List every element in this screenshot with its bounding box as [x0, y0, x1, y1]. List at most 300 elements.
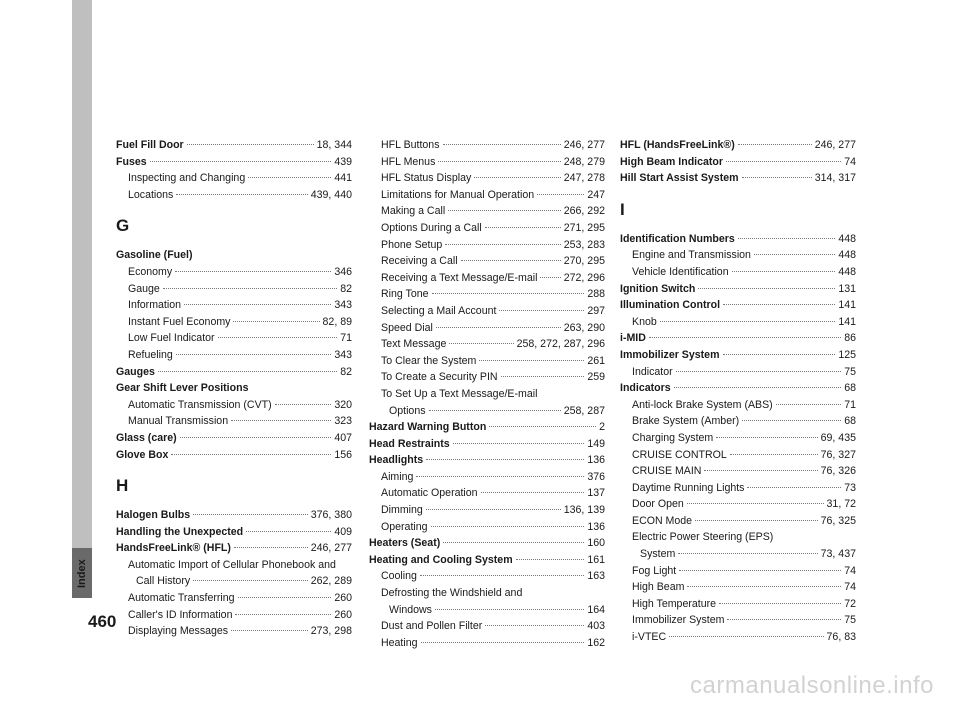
dot-leader [184, 304, 331, 305]
entry-page-ref[interactable]: 76, 325 [820, 514, 856, 527]
entry-page-ref[interactable]: 149 [587, 437, 605, 450]
dot-leader [234, 547, 308, 548]
index-entry[interactable] [116, 540, 352, 557]
index-subentry[interactable] [369, 286, 605, 303]
index-subentry[interactable] [369, 170, 605, 187]
entry-term: Automatic Operation [381, 487, 478, 500]
entry-term: Head Restraints [369, 437, 450, 450]
index-subentry[interactable] [369, 635, 605, 652]
dot-leader [426, 509, 561, 510]
dot-leader [723, 304, 835, 305]
index-entry[interactable] [116, 154, 352, 171]
index-subentry[interactable] [620, 413, 856, 430]
index-tab-label: Index [76, 559, 88, 588]
dot-leader [231, 420, 331, 421]
dot-leader [171, 454, 331, 455]
entry-term: Halogen Bulbs [116, 509, 191, 522]
entry-term: High Temperature [632, 597, 717, 610]
index-entry[interactable] [116, 430, 352, 447]
dot-leader [421, 642, 585, 643]
entry-page-ref[interactable]: 266, 292 [563, 205, 605, 218]
index-subentry[interactable] [620, 563, 856, 580]
index-column-2 [369, 137, 605, 651]
entry-term: HFL (HandsFreeLink®) [620, 139, 735, 151]
index-side-tab [72, 0, 92, 598]
index-subentry[interactable] [369, 353, 605, 370]
entry-term: Glove Box [116, 448, 169, 461]
dot-leader [443, 144, 561, 145]
index-subentry[interactable] [620, 463, 856, 480]
dot-leader [163, 288, 337, 289]
dot-leader [248, 177, 331, 178]
entry-page-ref[interactable]: 31, 72 [826, 498, 856, 511]
entry-page-ref[interactable]: 136 [587, 520, 605, 533]
index-subentry[interactable] [620, 496, 856, 513]
index-entry[interactable] [369, 452, 605, 469]
index-subentry[interactable] [369, 237, 605, 254]
index-subentry[interactable] [620, 364, 856, 381]
entry-term: Cooling [381, 570, 417, 583]
entry-page-ref[interactable]: 258, 272, 287, 296 [516, 338, 605, 351]
dot-leader [516, 559, 585, 560]
entry-page-ref[interactable]: 263, 290 [563, 321, 605, 334]
section-letter: H [116, 476, 129, 496]
index-column-3 [620, 137, 856, 646]
dot-leader [449, 343, 513, 344]
entry-term: Indicators [620, 382, 671, 395]
entry-term: Automatic Transferring [128, 592, 235, 605]
dot-leader [674, 387, 842, 388]
dot-leader [704, 470, 817, 471]
index-subentry[interactable] [620, 612, 856, 629]
dot-leader [678, 553, 817, 554]
entry-term: i-MID [620, 332, 646, 345]
entry-page-ref[interactable]: 71 [844, 398, 856, 411]
index-subentry[interactable] [369, 568, 605, 585]
entry-term: Instant Fuel Economy [128, 315, 231, 328]
entry-term: Locations [128, 188, 174, 201]
entry-term: Manual Transmission [128, 415, 229, 428]
entry-page-ref[interactable]: 248, 279 [563, 155, 605, 168]
dot-leader [180, 437, 332, 438]
entry-page-ref[interactable]: 439, 440 [310, 188, 352, 201]
index-subentry[interactable] [369, 336, 605, 353]
index-entry[interactable] [620, 380, 856, 397]
dot-leader [501, 376, 585, 377]
index-subentry-line: To Set Up a Text Message/E-mail [381, 387, 538, 400]
dot-leader [443, 542, 584, 543]
entry-page-ref[interactable]: 72 [844, 597, 856, 610]
index-entry[interactable] [116, 507, 352, 524]
index-subentry[interactable] [369, 602, 605, 619]
dot-leader [275, 404, 332, 405]
entry-page-ref[interactable]: 246, 277 [814, 139, 856, 151]
dot-leader [436, 327, 561, 328]
index-subentry[interactable] [116, 187, 352, 204]
entry-page-ref[interactable]: 68 [844, 415, 856, 428]
dot-leader [747, 487, 841, 488]
entry-page-ref[interactable]: 270, 295 [563, 255, 605, 268]
index-entry[interactable] [369, 535, 605, 552]
entry-page-ref[interactable]: 259 [587, 371, 605, 384]
index-subentry[interactable] [369, 369, 605, 386]
entry-term: Dust and Pollen Filter [381, 620, 483, 633]
index-subentry[interactable] [620, 430, 856, 447]
entry-term: Options During a Call [381, 221, 482, 234]
entry-term: Immobilizer System [632, 614, 725, 627]
entry-page-ref[interactable]: 403 [587, 620, 605, 633]
index-subentry[interactable] [116, 397, 352, 414]
index-entry[interactable] [620, 297, 856, 314]
index-entry[interactable] [620, 154, 856, 171]
entry-page-ref[interactable]: 439 [334, 155, 352, 168]
entry-term: Brake System (Amber) [632, 415, 740, 428]
entry-page-ref[interactable]: 260 [334, 608, 352, 621]
entry-term: System [640, 548, 676, 561]
index-subentry[interactable] [620, 596, 856, 613]
entry-page-ref[interactable]: 314, 317 [814, 172, 856, 185]
watermark[interactable]: carmanualsonline.info [690, 672, 934, 699]
index-subentry[interactable] [116, 413, 352, 430]
index-subentry[interactable] [620, 480, 856, 497]
entry-term: Engine and Transmission [632, 249, 751, 262]
entry-term: Heating [381, 636, 418, 649]
dot-leader [738, 144, 812, 145]
index-entry[interactable] [116, 524, 352, 541]
index-subentry[interactable] [369, 320, 605, 337]
entry-term: Receiving a Text Message/E-mail [381, 271, 538, 284]
index-subentry[interactable] [369, 469, 605, 486]
entry-term: i-VTEC [632, 631, 667, 644]
index-subentry[interactable] [369, 137, 605, 154]
entry-term: Low Fuel Indicator [128, 332, 215, 345]
entry-term: Dimming [381, 504, 423, 517]
entry-page-ref[interactable]: 246, 277 [563, 139, 605, 151]
dot-leader [435, 609, 584, 610]
index-subentry[interactable] [116, 347, 352, 364]
index-entry[interactable] [620, 137, 856, 154]
entry-page-ref[interactable]: 82, 89 [322, 315, 352, 328]
index-subentry[interactable] [620, 247, 856, 264]
entry-page-ref[interactable]: 288 [587, 288, 605, 301]
entry-page-ref[interactable]: 448 [838, 232, 856, 245]
dot-leader [175, 271, 331, 272]
index-entry[interactable] [620, 170, 856, 187]
dot-leader [445, 244, 560, 245]
entry-page-ref[interactable]: 247 [587, 188, 605, 201]
index-subentry[interactable] [369, 220, 605, 237]
entry-page-ref[interactable]: 261 [587, 354, 605, 367]
entry-term: Caller's ID Information [128, 608, 233, 621]
dot-leader [695, 520, 818, 521]
index-subentry[interactable] [620, 447, 856, 464]
entry-page-ref[interactable]: 376, 380 [310, 509, 352, 522]
entry-term: Windows [389, 603, 432, 616]
entry-page-ref[interactable]: 156 [334, 448, 352, 461]
index-subentry[interactable] [116, 281, 352, 298]
dot-leader [431, 526, 585, 527]
dot-leader [730, 454, 818, 455]
entry-page-ref[interactable]: 247, 278 [563, 172, 605, 185]
entry-term: Automatic Transmission (CVT) [128, 398, 272, 411]
dot-leader [461, 260, 561, 261]
entry-term: ECON Mode [632, 514, 693, 527]
index-entry[interactable] [620, 281, 856, 298]
entry-page-ref[interactable]: 136 [587, 454, 605, 467]
entry-page-ref[interactable]: 409 [334, 525, 352, 538]
entry-page-ref[interactable]: 75 [844, 614, 856, 627]
entry-page-ref[interactable]: 273, 298 [310, 625, 352, 638]
dot-leader [537, 194, 584, 195]
dot-leader [719, 603, 841, 604]
entry-page-ref[interactable]: 272, 296 [563, 271, 605, 284]
entry-page-ref[interactable]: 343 [334, 348, 352, 361]
dot-leader [231, 630, 308, 631]
dot-leader [660, 321, 836, 322]
entry-page-ref[interactable]: 2 [599, 421, 605, 434]
index-subentry[interactable] [369, 187, 605, 204]
dot-leader [732, 271, 836, 272]
entry-term: Text Message [381, 338, 447, 351]
entry-page-ref[interactable]: 86 [844, 332, 856, 345]
entry-page-ref[interactable]: 141 [838, 315, 856, 328]
entry-page-ref[interactable]: 260 [334, 592, 352, 605]
index-subentry[interactable] [116, 607, 352, 624]
entry-term: Gauges [116, 365, 155, 378]
dot-leader [742, 177, 812, 178]
entry-page-ref[interactable]: 131 [838, 282, 856, 295]
entry-page-ref[interactable]: 76, 327 [820, 448, 856, 461]
entry-term: High Beam Indicator [620, 155, 724, 168]
index-entry[interactable] [369, 419, 605, 436]
dot-leader [193, 580, 308, 581]
index-subentry[interactable] [369, 253, 605, 270]
entry-term: Heaters (Seat) [369, 537, 441, 550]
entry-term: To Clear the System [381, 354, 477, 367]
entry-page-ref[interactable]: 125 [838, 348, 856, 361]
section-letter: G [116, 216, 130, 236]
dot-leader [723, 354, 836, 355]
index-subentry-line: Defrosting the Windshield and [381, 587, 523, 600]
index-subentry-line: Automatic Import of Cellular Phonebook and [128, 558, 336, 571]
entry-term: Hazard Warning Button [369, 421, 487, 434]
dot-leader [176, 194, 307, 195]
dot-leader [233, 321, 319, 322]
entry-page-ref[interactable]: 323 [334, 415, 352, 428]
entry-page-ref[interactable]: 163 [587, 570, 605, 583]
index-heading: Gear Shift Lever Positions [116, 382, 249, 395]
entry-page-ref[interactable]: 136, 139 [563, 504, 605, 517]
section-letter: I [620, 199, 625, 219]
entry-term: Inspecting and Changing [128, 172, 246, 185]
entry-term: Aiming [381, 470, 414, 483]
index-subentry[interactable] [620, 546, 856, 563]
index-entry[interactable] [620, 347, 856, 364]
dot-leader [432, 293, 585, 294]
page-number: 460 [88, 612, 117, 631]
index-subentry[interactable] [620, 314, 856, 331]
entry-term: Displaying Messages [128, 625, 229, 638]
dot-leader [726, 161, 841, 162]
dot-leader [754, 254, 835, 255]
dot-leader [426, 459, 584, 460]
dot-leader [489, 426, 596, 427]
dot-leader [158, 371, 337, 372]
index-subentry[interactable] [369, 270, 605, 287]
entry-term: CRUISE MAIN [632, 465, 702, 478]
entry-page-ref[interactable]: 262, 289 [310, 575, 352, 588]
entry-term: Door Open [632, 498, 684, 511]
entry-term: High Beam [632, 581, 685, 594]
dot-leader [716, 437, 817, 438]
index-subentry[interactable] [369, 502, 605, 519]
dot-leader [687, 586, 841, 587]
index-subentry[interactable] [116, 264, 352, 281]
index-subentry[interactable] [369, 519, 605, 536]
entry-page-ref[interactable]: 74 [844, 581, 856, 594]
index-heading: Gasoline (Fuel) [116, 249, 193, 262]
index-subentry[interactable] [116, 573, 352, 590]
index-entry[interactable] [116, 137, 352, 154]
index-subentry[interactable] [369, 154, 605, 171]
dot-leader [193, 514, 308, 515]
index-subentry[interactable] [369, 618, 605, 635]
entry-page-ref[interactable]: 343 [334, 299, 352, 312]
entry-page-ref[interactable]: 271, 295 [563, 221, 605, 234]
entry-term: Phone Setup [381, 238, 443, 251]
index-entry[interactable] [369, 552, 605, 569]
dot-leader [474, 177, 560, 178]
entry-page-ref[interactable]: 246, 277 [310, 542, 352, 555]
entry-page-ref[interactable]: 448 [838, 249, 856, 262]
entry-page-ref[interactable]: 160 [587, 537, 605, 550]
dot-leader [679, 570, 841, 571]
entry-page-ref[interactable]: 74 [844, 564, 856, 577]
entry-term: Vehicle Identification [632, 265, 729, 278]
entry-page-ref[interactable]: 68 [844, 382, 856, 395]
index-subentry[interactable] [369, 303, 605, 320]
entry-page-ref[interactable]: 137 [587, 487, 605, 500]
dot-leader [676, 371, 842, 372]
entry-page-ref[interactable]: 441 [334, 172, 352, 185]
dot-leader [187, 144, 314, 145]
index-subentry[interactable] [369, 403, 605, 420]
entry-page-ref[interactable]: 346 [334, 265, 352, 278]
index-entry[interactable] [116, 447, 352, 464]
index-subentry-line: Electric Power Steering (EPS) [632, 531, 774, 544]
entry-term: Receiving a Call [381, 255, 458, 268]
entry-term: Operating [381, 520, 428, 533]
entry-page-ref[interactable]: 71 [340, 332, 352, 345]
entry-page-ref[interactable]: 75 [844, 365, 856, 378]
entry-term: Economy [128, 265, 173, 278]
dot-leader [727, 619, 841, 620]
dot-leader [235, 614, 331, 615]
dot-leader [485, 227, 561, 228]
index-entry[interactable] [369, 436, 605, 453]
entry-page-ref[interactable]: 73 [844, 481, 856, 494]
entry-term: Gauge [128, 282, 160, 295]
entry-term: Knob [632, 315, 657, 328]
index-subentry[interactable] [116, 590, 352, 607]
entry-term: Selecting a Mail Account [381, 304, 497, 317]
entry-term: CRUISE CONTROL [632, 448, 727, 461]
entry-page-ref[interactable]: 74 [844, 155, 856, 168]
dot-leader [540, 277, 560, 278]
entry-page-ref[interactable]: 76, 326 [820, 465, 856, 478]
index-subentry[interactable] [620, 264, 856, 281]
entry-term: Limitations for Manual Operation [381, 188, 535, 201]
entry-term: Identification Numbers [620, 232, 735, 245]
dot-leader [669, 636, 823, 637]
dot-leader [176, 354, 332, 355]
entry-page-ref[interactable]: 164 [587, 603, 605, 616]
entry-page-ref[interactable]: 253, 283 [563, 238, 605, 251]
dot-leader [150, 161, 332, 162]
entry-page-ref[interactable]: 162 [587, 636, 605, 649]
index-subentry[interactable] [369, 485, 605, 502]
index-subentry[interactable] [116, 330, 352, 347]
dot-leader [742, 420, 841, 421]
dot-leader [698, 288, 835, 289]
entry-page-ref[interactable]: 161 [587, 553, 605, 566]
entry-page-ref[interactable]: 73, 437 [820, 548, 856, 561]
entry-term: Speed Dial [381, 321, 433, 334]
entry-page-ref[interactable]: 297 [587, 304, 605, 317]
entry-term: Call History [136, 575, 191, 588]
entry-term: Hill Start Assist System [620, 172, 739, 185]
index-subentry[interactable] [116, 623, 352, 640]
entry-term: Anti-lock Brake System (ABS) [632, 398, 773, 411]
entry-page-ref[interactable]: 69, 435 [820, 431, 856, 444]
dot-leader [453, 443, 585, 444]
entry-term: Fuel Fill Door [116, 139, 184, 151]
entry-page-ref[interactable]: 376 [587, 470, 605, 483]
entry-term: Ignition Switch [620, 282, 696, 295]
entry-page-ref[interactable]: 448 [838, 265, 856, 278]
index-subentry[interactable] [620, 579, 856, 596]
dot-leader [649, 337, 841, 338]
index-subentry[interactable] [620, 629, 856, 646]
entry-page-ref[interactable]: 18, 344 [316, 139, 352, 151]
entry-page-ref[interactable]: 76, 83 [826, 631, 856, 644]
index-subentry[interactable] [620, 513, 856, 530]
entry-term: Daytime Running Lights [632, 481, 745, 494]
dot-leader [438, 161, 560, 162]
index-subentry[interactable] [116, 297, 352, 314]
dot-leader [776, 404, 842, 405]
index-subentry[interactable] [116, 314, 352, 331]
entry-page-ref[interactable]: 141 [838, 299, 856, 312]
entry-page-ref[interactable]: 320 [334, 398, 352, 411]
index-entry[interactable] [620, 231, 856, 248]
index-subentry[interactable] [116, 170, 352, 187]
entry-page-ref[interactable]: 82 [340, 365, 352, 378]
dot-leader [246, 531, 331, 532]
entry-term: Handling the Unexpected [116, 525, 244, 538]
entry-term: Charging System [632, 431, 714, 444]
index-subentry[interactable] [369, 203, 605, 220]
index-entry[interactable] [116, 364, 352, 381]
dot-leader [218, 337, 338, 338]
dot-leader [738, 238, 836, 239]
dot-leader [416, 476, 584, 477]
entry-page-ref[interactable]: 82 [340, 282, 352, 295]
index-entry[interactable] [620, 330, 856, 347]
index-subentry[interactable] [620, 397, 856, 414]
entry-page-ref[interactable]: 407 [334, 431, 352, 444]
entry-page-ref[interactable]: 258, 287 [563, 404, 605, 417]
